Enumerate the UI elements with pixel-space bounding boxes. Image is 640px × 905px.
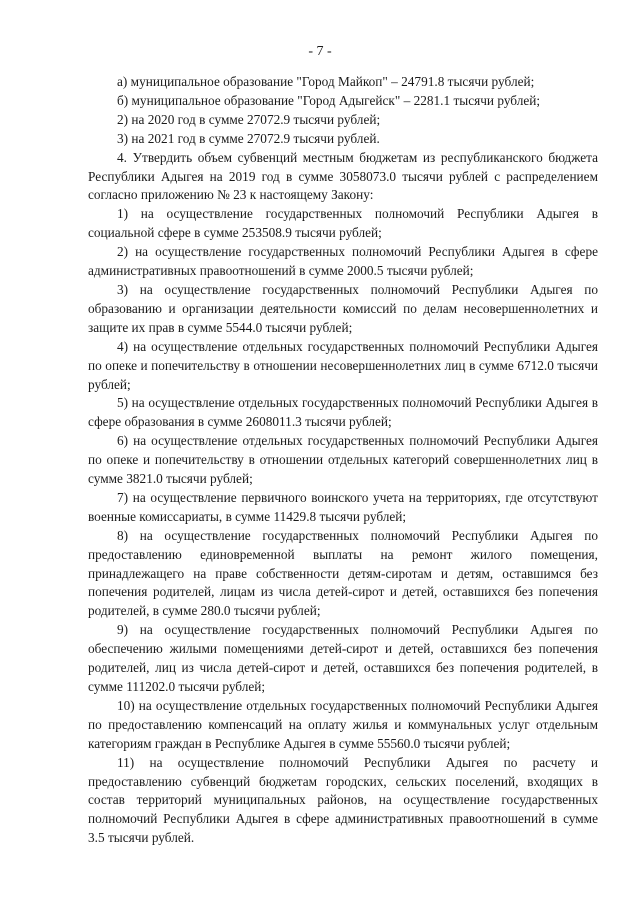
- paragraph: 5) на осуществление отдельных государственных полномочий Республики Адыгея в сфере образования в сумме 2608011.3 тысячи рублей;: [88, 395, 598, 430]
- paragraph: 3) на осуществление государственных полномочий Республики Адыгея по образованию и организации деятельности комиссий по делам несовершеннолетних и защите их прав в сумме 5544.0 тысячи рублей;: [88, 281, 598, 335]
- paragraph: а) муниципальное образование "Город Майкоп" – 24791.8 тысячи рублей;: [117, 74, 535, 89]
- paragraph: 1) на осуществление государственных полномочий Республики Адыгея в социальной сфере в сумме 253508.9 тысячи рублей;: [88, 206, 598, 241]
- paragraph: 4. Утвердить объем субвенций местным бюджетам из республиканского бюджета Республики Адыгея на 2019 год в сумме 3058073.0 тысячи рублей с распределением согласно приложению № 23 к настоящему Закону:: [88, 149, 598, 203]
- paragraph: 8) на осуществление государственных полномочий Республики Адыгея по предоставлению единовременной выплаты на ремонт жилого помещения, принадлежащего на праве собственности детям-сиротам и детям, оставшимся без попечения родителей, лицам из числа детей-сирот и детей, оставшихся без попечения родителей, в сумме 280.0 тысячи рублей;: [88, 527, 598, 619]
- paragraph: 7) на осуществление первичного воинского учета на территориях, где отсутствуют военные комиссариаты, в сумме 11429.8 тысячи рублей;: [88, 489, 598, 524]
- paragraph: 6) на осуществление отдельных государственных полномочий Республики Адыгея по опеке и попечительству в отношении отдельных категорий совершеннолетних лиц в сумме 3821.0 тысячи рублей;: [88, 433, 598, 487]
- paragraph: 2) на 2020 год в сумме 27072.9 тысячи рублей;: [117, 111, 381, 127]
- page-number: - 7 -: [308, 44, 332, 59]
- paragraph: 2) на осуществление государственных полномочий Республики Адыгея в сфере административных правоотношений в сумме 2000.5 тысячи рублей;: [88, 244, 598, 279]
- paragraph: б) муниципальное образование "Город Адыгейск" – 2281.1 тысячи рублей;: [117, 92, 541, 108]
- paragraph: 11) на осуществление полномочий Республики Адыгея по расчету и предоставлению субвенций бюджетам городских, сельских поселений, входящих в состав территорий муниципальных районов, на осуществление государственных полномочий Республики Адыгея в сфере административных правоотношений в сумме 3.5 тысячи рублей.: [88, 754, 598, 846]
- document-body: [88, 73, 598, 848]
- paragraph: 10) на осуществление отдельных государственных полномочий Республики Адыгея по предоставлению компенсаций на оплату жилья и коммунальных услуг отдельным категориям граждан в Республике Адыгея в сумме 55560.0 тысячи рублей;: [88, 697, 598, 751]
- paragraph: 3) на 2021 год в сумме 27072.9 тысячи рублей.: [117, 130, 380, 146]
- paragraph: 4) на осуществление отдельных государственных полномочий Республики Адыгея по опеке и попечительству в отношении несовершеннолетних лиц в сумме 6712.0 тысячи рублей;: [88, 338, 598, 392]
- paragraph: 9) на осуществление государственных полномочий Республики Адыгея по обеспечению жилыми помещениями детей-сирот и детей, оставшихся без попечения родителей, лиц из числа детей-сирот и детей, оставшихся без попечения родителей, в сумме 111202.0 тысячи рублей;: [88, 622, 598, 694]
